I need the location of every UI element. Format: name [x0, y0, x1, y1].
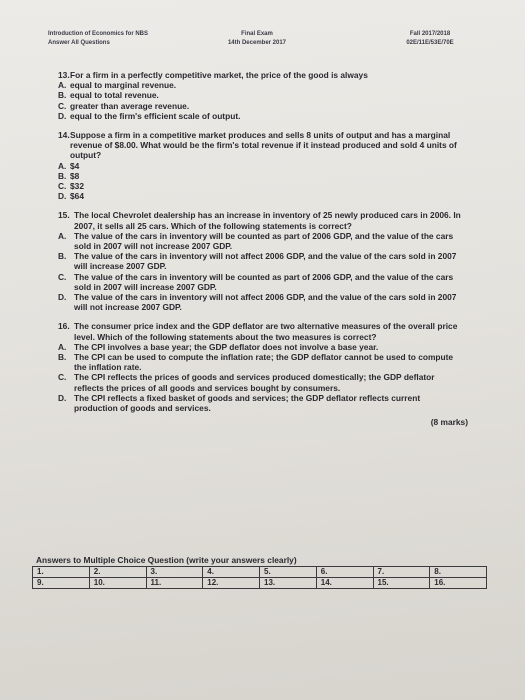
- option-text: equal to total revenue.: [70, 90, 159, 101]
- option-letter: A.: [58, 160, 67, 171]
- answer-grid-section: [32, 555, 487, 589]
- course-title: Introduction of Economics for NBS: [48, 31, 148, 37]
- answer-cell[interactable]: 16.: [430, 578, 487, 589]
- answer-cell[interactable]: 15.: [373, 578, 430, 589]
- option-text: The CPI involves a base year; the GDP deflator does not involve a base year.: [74, 341, 379, 352]
- option-text: The CPI can be used to compute the inflation rate; the GDP deflator cannot be used to compute the inflation rate.: [74, 352, 454, 373]
- questions-section: [58, 70, 468, 437]
- answer-cell[interactable]: 5.: [260, 567, 317, 578]
- option-letter: C.: [58, 181, 67, 192]
- answer-grid: [32, 566, 487, 589]
- option-a: [58, 231, 463, 251]
- question-text: The consumer price index and the GDP deflator are two alternative measures of the overall price level. Which of the following statements about the two measures is correct?: [74, 321, 458, 342]
- option-text: equal to the firm's efficient scale of output.: [70, 110, 241, 121]
- exam-title: Final Exam: [241, 31, 273, 37]
- answer-row: [33, 578, 487, 589]
- option-letter: A.: [58, 80, 67, 91]
- option-text: $64: [70, 191, 84, 202]
- option-text: The CPI reflects a fixed basket of goods and services; the GDP deflator reflects current production of goods and services.: [74, 392, 421, 414]
- question-16: [58, 321, 468, 428]
- question-number: 14.: [58, 130, 70, 141]
- term-label: Fall 2017/2018: [409, 31, 451, 37]
- option-text: greater than average revenue.: [70, 100, 190, 111]
- option-letter: D.: [58, 292, 67, 303]
- question-14: [58, 130, 463, 201]
- answer-cell[interactable]: 10.: [89, 578, 146, 589]
- option-text: $4: [70, 160, 80, 171]
- answer-cell[interactable]: 2.: [89, 567, 146, 578]
- answer-cell[interactable]: 1.: [33, 567, 90, 578]
- option-b: [58, 352, 463, 372]
- marks-label: (8 marks): [430, 417, 468, 428]
- option-text: $8: [70, 170, 80, 181]
- question-15: [58, 210, 463, 312]
- option-text: The value of the cars in inventory will be counted as part of 2006 GDP, and the value of the cars sold in 2007 will not increase 2007 GDP.: [74, 230, 454, 252]
- question-number: 16.: [58, 321, 70, 332]
- option-letter: D.: [58, 110, 67, 121]
- option-a: [58, 80, 463, 90]
- option-d: [58, 292, 463, 312]
- answer-cell[interactable]: 8.: [430, 567, 487, 578]
- answer-cell[interactable]: 13.: [260, 578, 317, 589]
- option-text: The value of the cars in inventory will be counted as part of 2006 GDP, and the value of the cars sold in 2007 will increase 2007 GDP.: [74, 271, 454, 292]
- answer-cell[interactable]: 7.: [373, 567, 430, 578]
- option-c: [58, 101, 463, 111]
- header-right: [390, 30, 470, 48]
- answer-cell[interactable]: 3.: [146, 567, 203, 578]
- option-letter: D.: [58, 191, 67, 202]
- option-letter: C.: [58, 271, 67, 282]
- exam-date: 14th December 2017: [227, 40, 287, 46]
- option-text: The value of the cars in inventory will not affect 2006 GDP, and the value of the cars sold in 2007 will not increase 2007 GDP.: [74, 292, 457, 313]
- answer-cell[interactable]: 9.: [33, 578, 90, 589]
- answer-cell[interactable]: 6.: [316, 567, 373, 578]
- option-letter: C.: [58, 100, 67, 111]
- option-text: equal to marginal revenue.: [70, 80, 177, 91]
- option-letter: A.: [58, 230, 67, 241]
- option-text: $32: [70, 181, 84, 192]
- option-letter: D.: [58, 392, 67, 403]
- instruction-text: Answer All Questions: [48, 40, 110, 46]
- option-d: [58, 111, 463, 121]
- option-d: [58, 191, 463, 201]
- option-text: The CPI reflects the prices of goods and services produced domestically; the GDP deflator reflects the prices of all goods and services bought by consumers.: [74, 372, 435, 393]
- header-left: [48, 30, 148, 48]
- option-c: [58, 181, 463, 191]
- question-text: Suppose a firm in a competitive market produces and sells 8 units of output and has a marginal revenue of $8.00. What would be the firm's total revenue if it instead produced and sold 4 units of output?: [70, 130, 457, 161]
- question-13: [58, 70, 463, 121]
- option-b: [58, 171, 463, 181]
- option-letter: B.: [58, 251, 67, 262]
- section-codes: 02E/11E/53E/70E: [406, 40, 454, 46]
- option-letter: B.: [58, 352, 67, 363]
- question-text: The local Chevrolet dealership has an increase in inventory of 25 newly produced cars in 2006. In 2007, it sells all 25 cars. Which of the following statements is correct?: [74, 210, 461, 231]
- question-number: 13.: [58, 70, 70, 80]
- option-d: [58, 393, 463, 413]
- option-letter: B.: [58, 170, 67, 181]
- option-text: The value of the cars in inventory will not affect 2006 GDP, and the value of the cars sold in 2007 will increase 2007 GDP.: [74, 251, 457, 272]
- option-letter: B.: [58, 90, 67, 101]
- question-number: 15.: [58, 210, 70, 221]
- option-a: [58, 161, 463, 171]
- answer-cell[interactable]: 12.: [203, 578, 260, 589]
- answer-row: [33, 567, 487, 578]
- header-center: [212, 30, 302, 48]
- answer-cell[interactable]: 4.: [203, 567, 260, 578]
- option-a: [58, 342, 463, 352]
- option-b: [58, 90, 463, 100]
- option-letter: C.: [58, 372, 67, 383]
- option-c: [58, 272, 463, 292]
- answer-grid-title: Answers to Multiple Choice Question (write your answers clearly): [36, 555, 297, 565]
- question-text: For a firm in a perfectly competitive market, the price of the good is always: [70, 70, 368, 80]
- option-b: [58, 251, 463, 271]
- answer-cell[interactable]: 11.: [146, 578, 203, 589]
- answer-cell[interactable]: 14.: [316, 578, 373, 589]
- option-c: [58, 372, 463, 392]
- option-letter: A.: [58, 341, 67, 352]
